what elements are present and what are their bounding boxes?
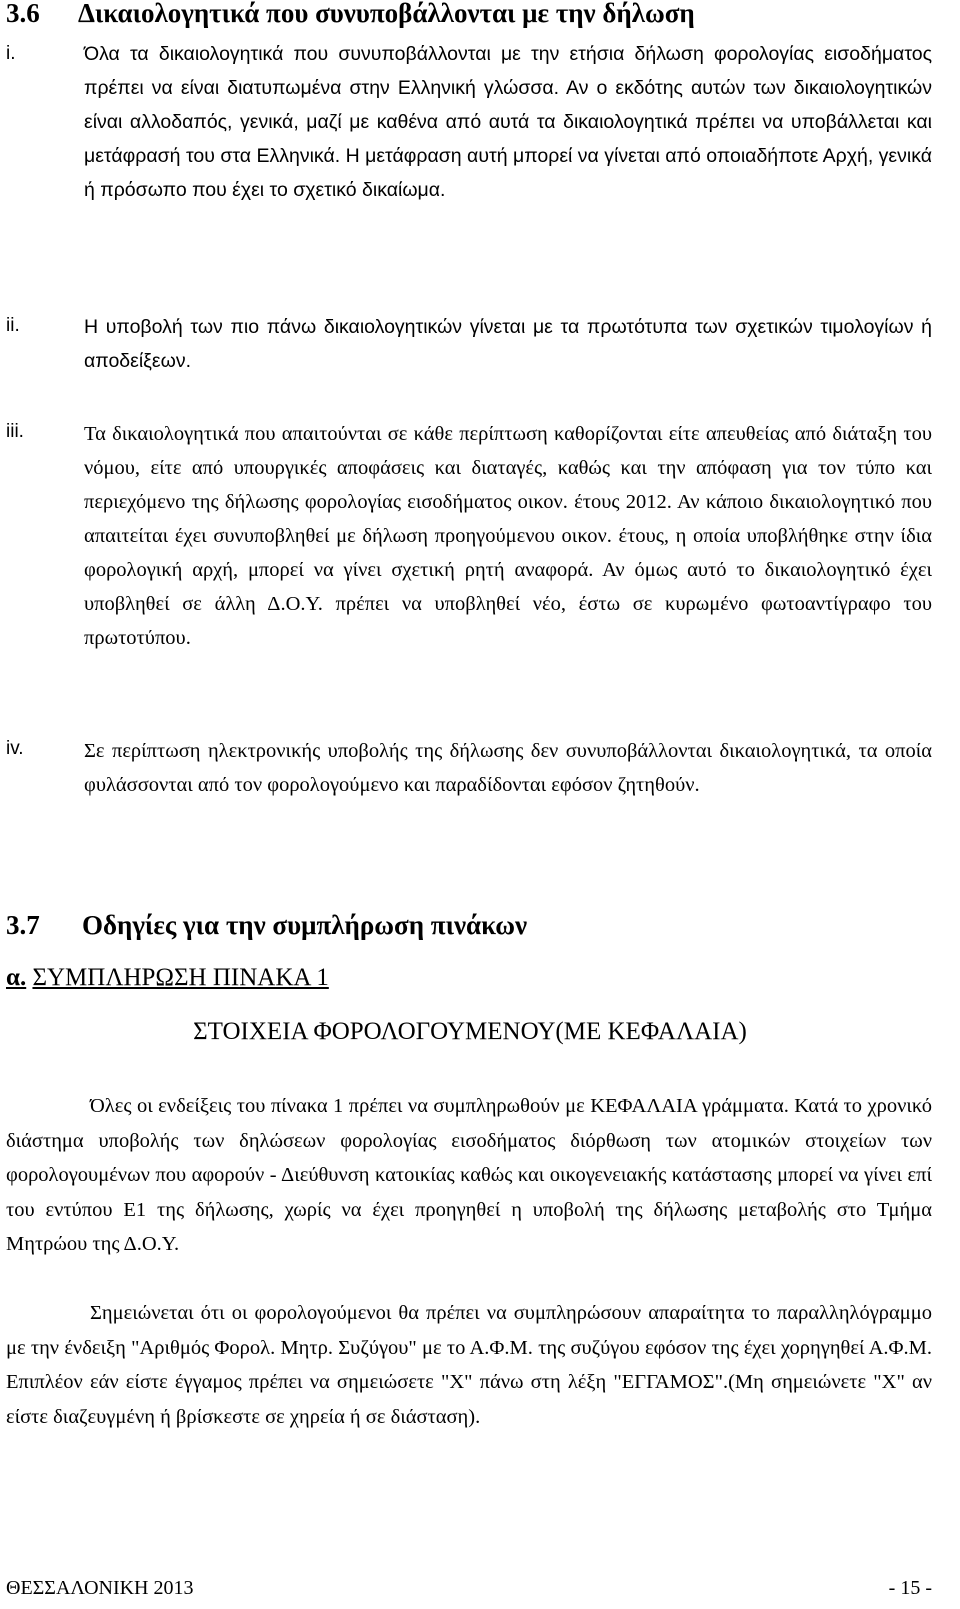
subsection-letter: α. bbox=[6, 964, 27, 991]
subsection-heading bbox=[6, 962, 329, 994]
list-item-label: i. bbox=[6, 43, 16, 64]
section-number: 3.7 bbox=[6, 910, 40, 940]
table-title: ΣΤΟΙΧΕΙΑ ΦΟΡΟΛΟΓΟΥΜΕΝΟΥ(ΜΕ ΚΕΦΑΛΑΙΑ) bbox=[193, 1018, 747, 1045]
list-item-label: iii. bbox=[6, 421, 24, 442]
section-number: 3.6 bbox=[6, 0, 40, 28]
paragraph: Σημειώνεται ότι οι φορολογούμενοι θα πρέπει να συμπληρώσουν απαραίτητα το παραλληλόγραμμο με την ένδειξη "Αριθμός Φορολ. Μητρ. Συζύγου" με το Α.Φ.Μ. της συζύγου εφόσον της έχει χορηγηθεί Α.Φ.Μ. Επιπλέον εάν είστε έγγαμος πρέπει να σημειώσετε "Χ" πάνω στη λέξη "ΕΓΓΑΜΟΣ".(Μη σημειώνετε "Χ" αν είστε διαζευγμένη ή βρίσκεστε σε χηρεία ή σε διάσταση). bbox=[6, 1302, 932, 1428]
paragraph: Όλες οι ενδείξεις του πίνακα 1 πρέπει να συμπληρωθούν με ΚΕΦΑΛΑΙΑ γράμματα. Κατά το χρονικό διάστημα υποβολής των δηλώσεων φορολογίας εισοδήματος διόρθωση των ατομικών στοιχείων των φορολογουμένων που αφορούν - Διεύθυνση κατοικίας καθώς και οικογενειακής κατάστασης μπορεί να γίνει επί του εντύπου Ε1 της δήλωσης, χωρίς να έχει προηγηθεί η υποβολή της δήλωσης μεταβολής στο Τμήμα Μητρώου της Δ.Ο.Υ. bbox=[6, 1095, 932, 1255]
section-title: Οδηγίες για την συμπλήρωση πινάκων bbox=[82, 910, 528, 940]
list-item-text: Τα δικαιολογητικά που απαιτούνται σε κάθε περίπτωση καθορίζονται είτε απευθείας από διάταξη του νόμου, είτε από υπουργικές αποφάσεις και διαταγές, καθώς και την απόφαση για τον τύπο και περιεχόμενο της δήλωσης φορολογίας εισοδήματος οικον. έτους 2012. Αν κάποιο δικαιολογητικό που απαιτείται έχει συνυποβληθεί με δήλωση προηγούμενου οικον. έτους, η οποία υποβλήθηκε στην ίδια φορολογική αρχή, μπορεί να γίνει σχετική ρητή αναφορά. Αν όμως αυτό το δικαιολογητικό έχει υποβληθεί σε άλλη Δ.Ο.Υ. πρέπει να υποβληθεί νέο, έστω σε κυρωμένο φωτοαντίγραφο του πρωτοτύπου. bbox=[84, 423, 932, 649]
section-heading-3-7 bbox=[6, 908, 527, 942]
list-item-label: ii. bbox=[6, 315, 20, 336]
section-heading-3-6 bbox=[6, 0, 695, 30]
list-item-label: iv. bbox=[6, 738, 24, 759]
page-footer bbox=[6, 1574, 932, 1602]
section-title: Δικαιολογητικά που συνυποβάλλονται με την δήλωση bbox=[78, 0, 695, 28]
list-item-text: Η υποβολή των πιο πάνω δικαιολογητικών γίνεται με τα πρωτότυπα των σχετικών τιμολογίων ή αποδείξεων. bbox=[84, 316, 932, 372]
page-number: - 15 - bbox=[888, 1577, 932, 1599]
subsection-title: ΣΥΜΠΛΗΡΩΣΗ ΠΙΝΑΚΑ 1 bbox=[32, 964, 329, 991]
list-item-text: Όλα τα δικαιολογητικά που συνυποβάλλονται με την ετήσια δήλωση φορολογίας εισοδήματος πρέπει να είναι διατυπωμένα στην Ελληνική γλώσσα. Αν ο εκδότης αυτών των δικαιολογητικών είναι αλλοδαπός, γενικά, μαζί με καθένα από αυτά τα δικαιολογητικά πρέπει να υποβάλλεται και μετάφρασή του στα Ελληνικά. Η μετάφραση αυτή μπορεί να γίνεται από οποιαδήποτε Αρχή, γενικά ή πρόσωπο που έχει το σχετικό δικαίωμα. bbox=[84, 43, 932, 201]
list-item-text: Σε περίπτωση ηλεκτρονικής υποβολής της δήλωσης δεν συνυποβάλλονται δικαιολογητικά, τα οποία φυλάσσονται από τον φορολογούμενο και παραδίδονται εφόσον ζητηθούν. bbox=[84, 740, 932, 796]
footer-location-year: ΘΕΣΣΑΛΟΝΙΚΗ 2013 bbox=[6, 1577, 194, 1599]
